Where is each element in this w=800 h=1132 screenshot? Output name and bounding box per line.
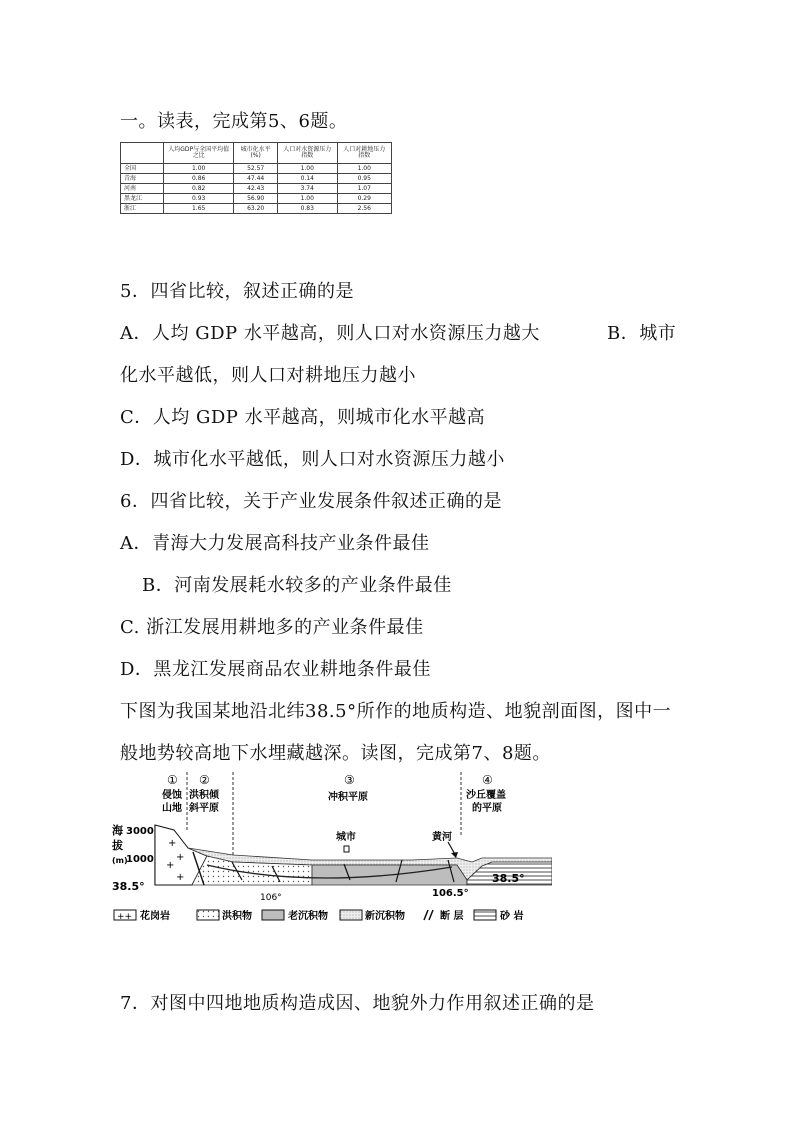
river-label: 黄河 — [432, 832, 452, 843]
zone-1-label: 山地 — [162, 803, 182, 814]
legend-label: 新沉积物 — [365, 911, 405, 922]
zone-3-label: 冲积平原 — [328, 792, 368, 803]
section-header: 一。读表，完成第5、6题。 — [120, 111, 348, 132]
zone-1-label: 侵蚀 — [162, 790, 182, 801]
intro-line-1: 下图为我国某地沿北纬38.5°所作的地质构造、地貌剖面图，图中一 — [120, 701, 672, 722]
legend-swatch-old-sediment — [262, 910, 284, 920]
q5-option-b-start: B．城市 — [607, 323, 677, 344]
legend-label: 砂 岩 — [500, 911, 524, 922]
granite-symbol: + — [168, 838, 177, 849]
q6-option-c: C. 浙江发展用耕地多的产业条件最佳 — [120, 617, 424, 638]
city-marker — [344, 846, 349, 852]
table-cell: 0.93 — [164, 194, 234, 204]
table-header-cell — [121, 143, 164, 164]
table-header-cell: 人口对耕地压力指数 — [337, 143, 392, 164]
zone-1-number: ① — [167, 773, 178, 787]
table-row — [121, 174, 392, 184]
table-cell: 0.86 — [164, 174, 234, 184]
intro-line-2: 般地势较高地下水埋藏越深。读图，完成第7、8题。 — [120, 743, 551, 764]
table-row — [121, 164, 392, 174]
table-cell: 63.20 — [234, 204, 278, 214]
q6-option-d: D．黑龙江发展商品农业耕地条件最佳 — [120, 659, 431, 680]
table-header-row — [121, 143, 392, 164]
q5-option-c: C．人均 GDP 水平越高，则城市化水平越高 — [120, 407, 486, 428]
table-cell: 47.44 — [234, 174, 278, 184]
table-cell: 2.56 — [337, 204, 392, 214]
table-row — [121, 204, 392, 214]
y-axis-label: 海 — [112, 824, 123, 837]
table-cell: 0.14 — [277, 174, 337, 184]
legend-label: 老沉积物 — [288, 911, 328, 922]
zone-4-number: ④ — [482, 773, 493, 787]
longitude-label: 106° — [260, 893, 282, 903]
zone-2-label: 洪积倾 — [189, 790, 219, 801]
tick-label: 3000 — [126, 826, 154, 837]
table-cell: 42.43 — [234, 184, 278, 194]
table-cell: 0.82 — [164, 184, 234, 194]
river-arrowhead — [451, 852, 458, 858]
table-cell: 0.29 — [337, 194, 392, 204]
zone-3-number: ③ — [344, 773, 355, 787]
table-cell: 0.83 — [277, 204, 337, 214]
table-cell: 1.00 — [277, 194, 337, 204]
table-cell: 黑龙江 — [121, 194, 164, 204]
legend-swatch-sandstone — [474, 910, 496, 920]
table-cell: 0.95 — [337, 174, 392, 184]
legend-swatch-fault — [424, 910, 433, 920]
table-cell: 1.00 — [337, 164, 392, 174]
legend-swatch-granite: ++ — [117, 912, 133, 922]
table-row — [121, 194, 392, 204]
q6-option-a: A．青海大力发展高科技产业条件最佳 — [120, 533, 430, 554]
granite-symbol: + — [166, 860, 175, 871]
latitude-label-right: 38.5° — [492, 872, 525, 885]
q5-option-d: D．城市化水平越低，则人口对水资源压力越小 — [120, 449, 505, 470]
y-axis-label: 拔 — [112, 839, 123, 852]
tick-label: 1000 — [126, 854, 154, 865]
table-cell: 河南 — [121, 184, 164, 194]
zone-2-number: ② — [199, 773, 210, 787]
table-cell: 3.74 — [277, 184, 337, 194]
q7-stem: 7．对图中四地地质构造成因、地貌外力作用叙述正确的是 — [120, 993, 595, 1014]
table-header-cell: 城市化水平(%) — [234, 143, 278, 164]
table-row — [121, 184, 392, 194]
latitude-label-left: 38.5° — [112, 880, 145, 893]
table-cell: 1.07 — [337, 184, 392, 194]
granite-symbol: + — [176, 852, 185, 863]
y-axis-unit: (m) — [112, 856, 128, 865]
longitude-label: 106.5° — [432, 888, 469, 899]
table-cell: 1.65 — [164, 204, 234, 214]
granite-symbol: + — [176, 872, 185, 883]
zone-2-label: 斜平原 — [189, 803, 219, 814]
table-cell: 青海 — [121, 174, 164, 184]
zone-4-label: 沙丘覆盖 — [466, 790, 506, 801]
q5-option-b-cont: 化水平越低，则人口对耕地压力越小 — [120, 365, 416, 386]
q5-stem: 5．四省比较，叙述正确的是 — [120, 281, 354, 302]
table-cell: 52.57 — [234, 164, 278, 174]
table-header-cell: 人口对水资源压力指数 — [277, 143, 337, 164]
geologic-cross-section — [112, 770, 552, 930]
zone-4-label: 的平原 — [472, 803, 502, 814]
city-label: 城市 — [336, 832, 356, 843]
table-header-cell: 人均GDP与全国平均值之比 — [164, 143, 234, 164]
stats-table — [120, 142, 392, 214]
legend-label: 花岗岩 — [140, 911, 170, 922]
table-cell: 全国 — [121, 164, 164, 174]
legend-swatch-new-sediment — [340, 910, 362, 920]
legend-label: 断 层 — [440, 911, 464, 922]
q5-option-a: A．人均 GDP 水平越高，则人口对水资源压力越大 — [120, 323, 540, 344]
q6-option-b: B．河南发展耗水较多的产业条件最佳 — [142, 575, 452, 596]
table-cell: 56.90 — [234, 194, 278, 204]
table-cell: 浙江 — [121, 204, 164, 214]
q6-stem: 6．四省比较，关于产业发展条件叙述正确的是 — [120, 491, 502, 512]
table-cell: 1.00 — [277, 164, 337, 174]
table-cell: 1.00 — [164, 164, 234, 174]
legend-swatch-alluvial — [197, 910, 219, 920]
legend-label: 洪积物 — [222, 911, 252, 922]
